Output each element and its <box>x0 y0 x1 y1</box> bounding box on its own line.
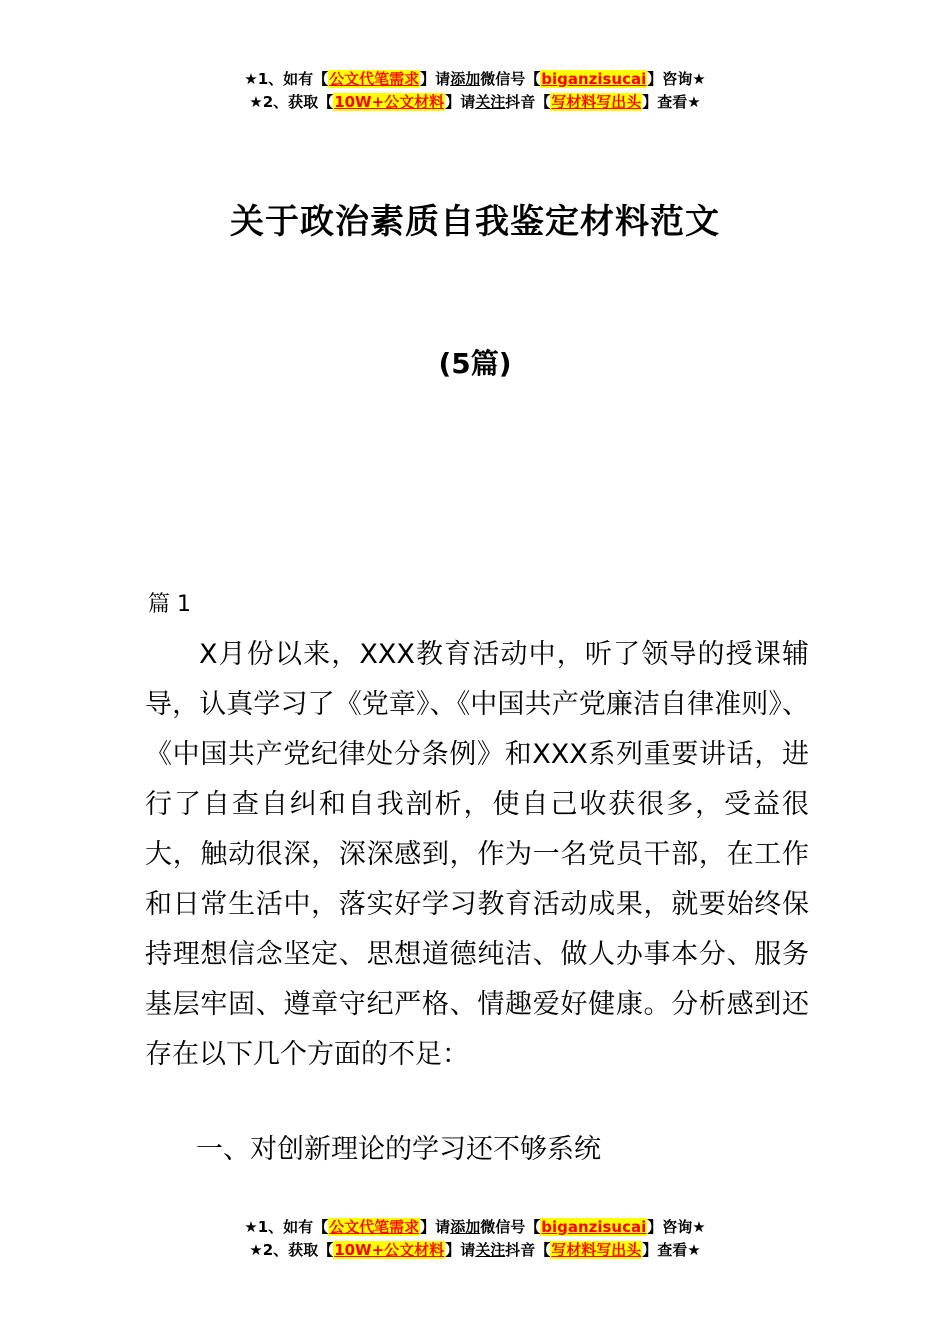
ad-text: 】请 <box>445 1241 476 1259</box>
header-ad-banner <box>0 68 950 114</box>
body-paragraph: X月份以来，XXX教育活动中，听了领导的授课辅导，认真学习了《党章》、《中国共产党廉洁自律准则》、《中国共产党纪律处分条例》和XXX系列重要讲话，进行了自查自纠和自我剖析，使自己收获很多，受益很大，触动很深，深深感到，作为一名党员干部，在工作和日常生活中，落实好学习教育活动成果，就要始终保持理想信念坚定、思想道德纯洁、做人办事本分、服务基层牢固、遵章守纪严格、情趣爱好健康。分析感到还存在以下几个方面的不足： <box>145 639 809 1070</box>
ad-highlight-ghostwriting: 公文代笔需求 <box>329 1218 420 1236</box>
ad-highlight-materials: 10W+公文材料 <box>334 1241 445 1259</box>
ad-line-1 <box>0 1216 950 1239</box>
ad-highlight-douyin-account: 写材料写出头 <box>551 1241 642 1259</box>
ad-text: 】请 <box>445 93 476 111</box>
ad-underlined-text: 添加 <box>450 1218 481 1236</box>
ad-text: 抖音【 <box>505 93 551 111</box>
ad-text: 抖音【 <box>505 1241 551 1259</box>
ad-text: 】查看★ <box>642 1241 701 1259</box>
ad-highlight-douyin-account: 写材料写出头 <box>551 93 642 111</box>
ad-line-1 <box>0 68 950 91</box>
document-title: 关于政治素质自我鉴定材料范文 <box>230 202 720 242</box>
ad-text: 】咨询★ <box>647 70 706 88</box>
ad-text: 】请 <box>420 1218 451 1236</box>
ad-text: 】查看★ <box>642 93 701 111</box>
ad-highlight-ghostwriting: 公文代笔需求 <box>329 70 420 88</box>
section-heading: 一、对创新理论的学习还不够系统 <box>196 1134 601 1165</box>
ad-line-2 <box>0 91 950 114</box>
ad-highlight-wechat-id: biganzisucai <box>541 70 647 88</box>
ad-text: ★1、如有【 <box>244 70 329 88</box>
ad-underlined-text: 关注 <box>475 1241 506 1259</box>
ad-text: ★2、获取【 <box>249 93 334 111</box>
ad-highlight-materials: 10W+公文材料 <box>334 93 445 111</box>
ad-line-2 <box>0 1239 950 1262</box>
ad-text: 】咨询★ <box>647 1218 706 1236</box>
document-subtitle: (5篇) <box>438 347 512 380</box>
ad-text: 】请 <box>420 70 451 88</box>
ad-text: ★2、获取【 <box>249 1241 334 1259</box>
section-label: 篇 1 <box>148 592 191 617</box>
ad-text: 微信号【 <box>480 1218 541 1236</box>
ad-text: 微信号【 <box>480 70 541 88</box>
ad-underlined-text: 添加 <box>450 70 481 88</box>
ad-text: ★1、如有【 <box>244 1218 329 1236</box>
ad-underlined-text: 关注 <box>475 93 506 111</box>
footer-ad-banner <box>0 1216 950 1262</box>
ad-highlight-wechat-id: biganzisucai <box>541 1218 647 1236</box>
